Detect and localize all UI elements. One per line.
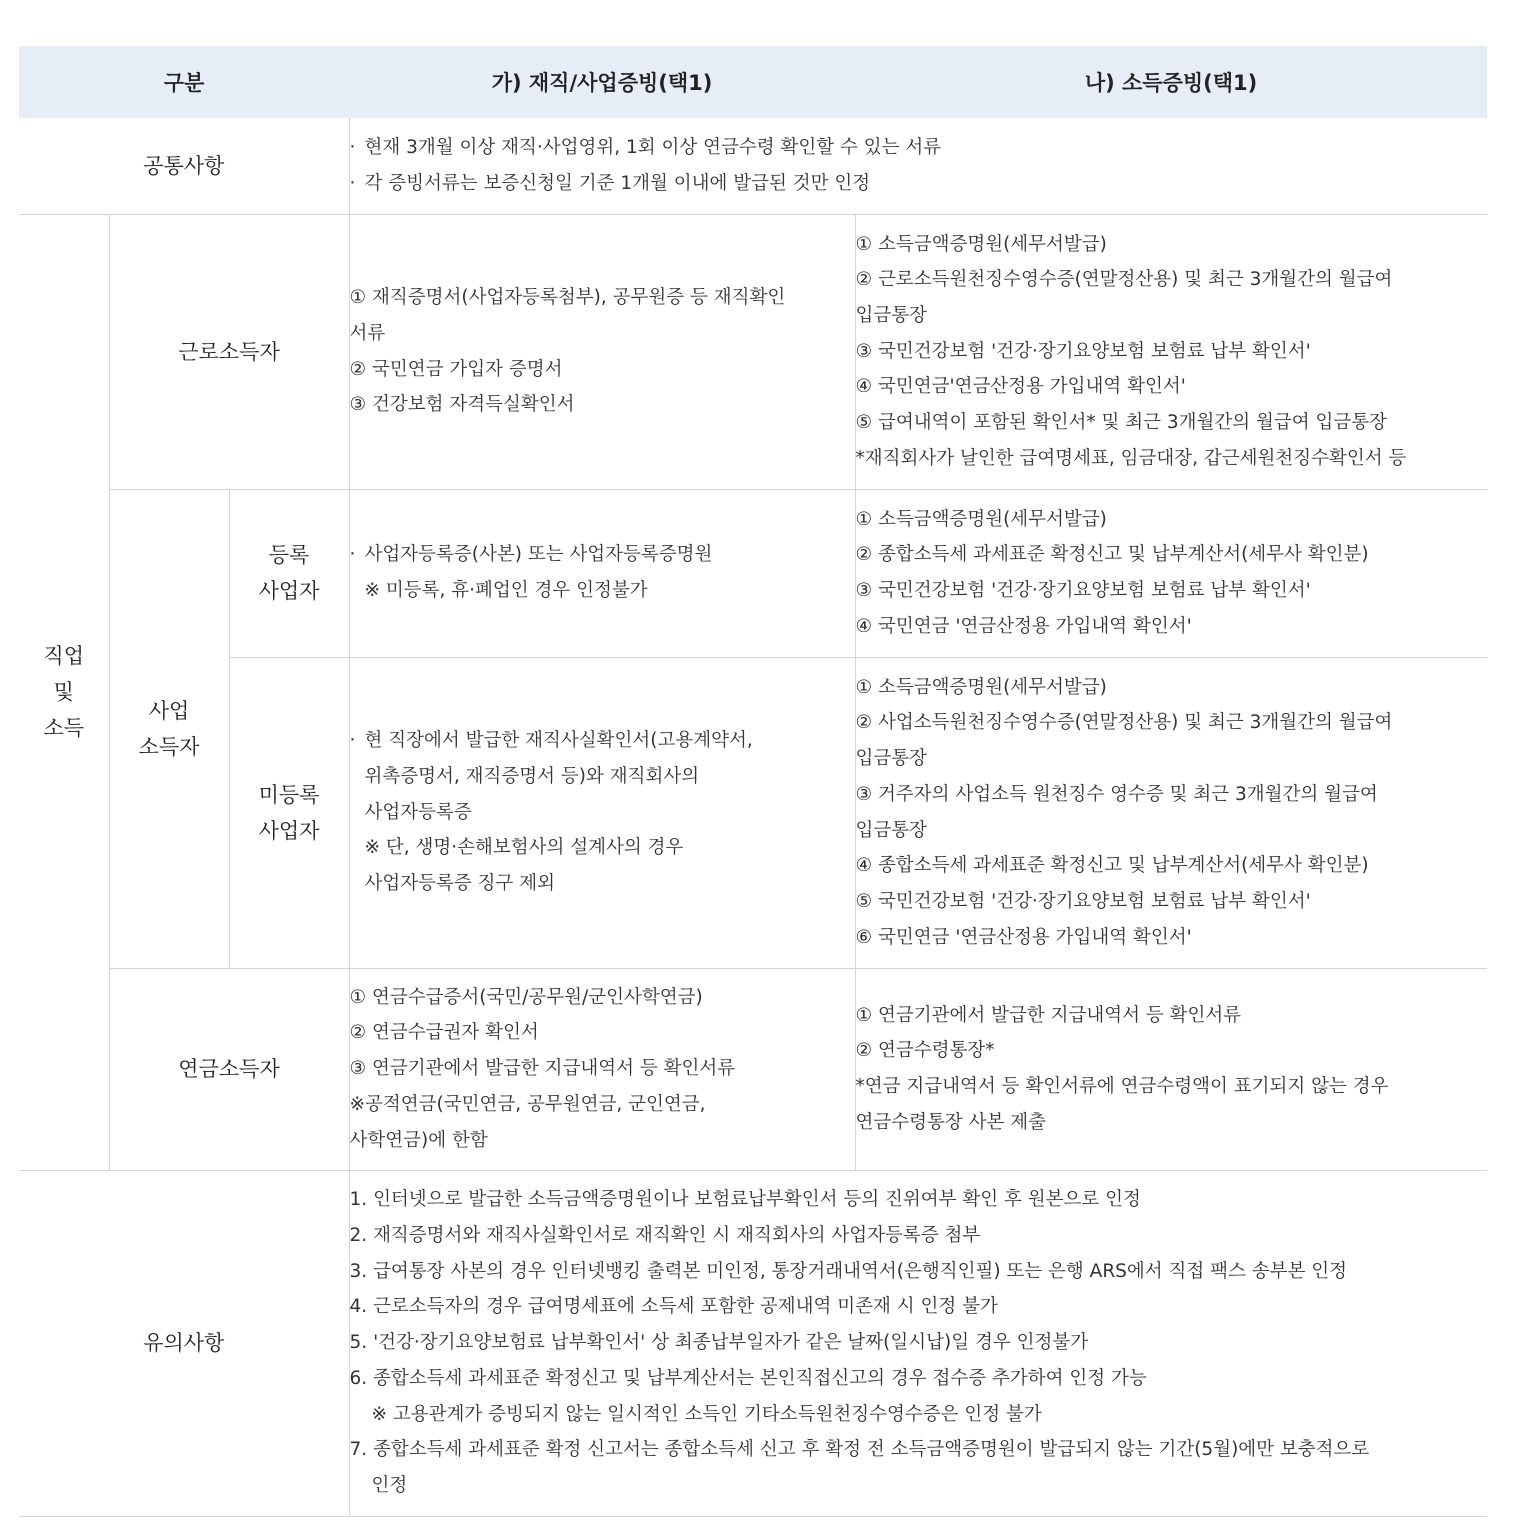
note-item: 4. 근로소득자의 경우 급여명세표에 소득세 포함한 공제내역 미존재 시 인정 불가 bbox=[349, 1296, 998, 1318]
table-row-common bbox=[19, 118, 1487, 214]
note-item: 6. 종합소득세 과세표준 확정신고 및 납부계산서는 본인직접신고의 경우 접수증 추가하여 인정 가능 bbox=[349, 1367, 1147, 1389]
row-label-unregistered-business: 미등록 사업자 bbox=[229, 657, 349, 968]
unregistered-employment-proof: · 현 직장에서 발급한 재직사실확인서(고용계약서, 위촉증명서, 재직증명서 등)와 재직회사의 사업자등록증 ※ 단, 생명·손해보험사의 설계사의 경우 사업자등록증 징구 제외 bbox=[349, 657, 855, 968]
note-item-continued: 인정 bbox=[371, 1474, 408, 1496]
note-item: 1. 인터넷으로 발급한 소득금액증명원이나 보험료납부확인서 등의 진위여부 확인 후 원본으로 인정 bbox=[349, 1189, 1141, 1211]
header-category: 구분 bbox=[19, 46, 349, 118]
common-line: · 각 증빙서류는 보증신청일 기준 1개월 이내에 발급된 것만 인정 bbox=[350, 166, 1488, 202]
table-row-unregistered-business bbox=[19, 657, 1487, 968]
row-label-earned-income: 근로소득자 bbox=[109, 214, 349, 489]
group-label-job-income: 직업 및 소득 bbox=[19, 214, 109, 1170]
note-subitem: ※ 고용관계가 증빙되지 않는 일시적인 소득인 기타소득원천징수영수증은 인정 불가 bbox=[371, 1403, 1042, 1425]
registered-income-proof: ① 소득금액증명원(세무서발급) ② 종합소득세 과세표준 확정신고 및 납부계산서(세무사 확인분) ③ 국민건강보험 '건강·장기요양보험 보험료 납부 확인서' ④ 국민연금 '연금산정용 가입내역 확인서' bbox=[855, 489, 1487, 657]
common-content bbox=[349, 118, 1487, 214]
header-income-proof: 나) 소득증빙(택1) bbox=[855, 46, 1487, 118]
note-item: 5. '건강·장기요양보험료 납부확인서' 상 최종납부일자가 같은 날짜(일시납)일 경우 인정불가 bbox=[349, 1332, 1089, 1354]
registered-employment-proof: · 사업자등록증(사본) 또는 사업자등록증명원 ※ 미등록, 휴·폐업인 경우 인정불가 bbox=[349, 489, 855, 657]
note-item: 7. 종합소득세 과세표준 확정 신고서는 종합소득세 신고 후 확정 전 소득금액증명원이 발급되지 않는 기간(5월)에만 보충적으로 bbox=[349, 1439, 1370, 1461]
row-label-common: 공통사항 bbox=[19, 118, 349, 214]
table-row-registered-business bbox=[19, 489, 1487, 657]
common-line: · 현재 3개월 이상 재직·사업영위, 1회 이상 연금수령 확인할 수 있는 서류 bbox=[350, 130, 1488, 166]
row-label-pension-income: 연금소득자 bbox=[109, 968, 349, 1170]
note-item: 2. 재직증명서와 재직사실확인서로 재직확인 시 재직회사의 사업자등록증 첨부 bbox=[349, 1225, 981, 1247]
table-row-pension-income bbox=[19, 968, 1487, 1170]
table-row-earned-income bbox=[19, 214, 1487, 489]
row-label-registered-business: 등록 사업자 bbox=[229, 489, 349, 657]
notes-content bbox=[349, 1170, 1487, 1516]
row-label-business-income: 사업 소득자 bbox=[109, 489, 229, 968]
table-header-row bbox=[19, 46, 1487, 118]
pension-income-proof: ① 연금기관에서 발급한 지급내역서 등 확인서류 ② 연금수령통장* *연금 지급내역서 등 확인서류에 연금수령액이 표기되지 않는 경우 연금수령통장 사본 제출 bbox=[855, 968, 1487, 1170]
header-employment-proof: 가) 재직/사업증빙(택1) bbox=[349, 46, 855, 118]
note-item: 3. 급여통장 사본의 경우 인터넷뱅킹 출력본 미인정, 통장거래내역서(은행직인필) 또는 은행 ARS에서 직접 팩스 송부본 인정 bbox=[349, 1260, 1348, 1282]
earned-employment-proof: ① 재직증명서(사업자등록첨부), 공무원증 등 재직확인 서류 ② 국민연금 가입자 증명서 ③ 건강보험 자격득실확인서 bbox=[349, 214, 855, 489]
unregistered-income-proof: ① 소득금액증명원(세무서발급) ② 사업소득원천징수영수증(연말정산용) 및 최근 3개월간의 월급여 입금통장 ③ 거주자의 사업소득 원천징수 영수증 및 최근 3개월간의 월급여 입금통장 ④ 종합소득세 과세표준 확정신고 및 납부계산서(세무사 확인분) ⑤ 국민건강보험 '건강·장기요양보험 보험료 납부 확인서' ⑥ 국민연금 '연금산정용 가입내역 확인서' bbox=[855, 657, 1487, 968]
table-row-notes bbox=[19, 1170, 1487, 1516]
row-label-notes: 유의사항 bbox=[19, 1170, 349, 1516]
document-requirements-table bbox=[19, 46, 1487, 1517]
earned-income-proof: ① 소득금액증명원(세무서발급) ② 근로소득원천징수영수증(연말정산용) 및 최근 3개월간의 월급여 입금통장 ③ 국민건강보험 '건강·장기요양보험 보험료 납부 확인서' ④ 국민연금'연금산정용 가입내역 확인서' ⑤ 급여내역이 포함된 확인서* 및 최근 3개월간의 월급여 입금통장 *재직회사가 날인한 급여명세표, 임금대장, 갑근세원천징수확인서 등 bbox=[855, 214, 1487, 489]
pension-employment-proof: ① 연금수급증서(국민/공무원/군인사학연금) ② 연금수급권자 확인서 ③ 연금기관에서 발급한 지급내역서 등 확인서류 ※공적연금(국민연금, 공무원연금, 군인연금, 사학연금)에 한함 bbox=[349, 968, 855, 1170]
